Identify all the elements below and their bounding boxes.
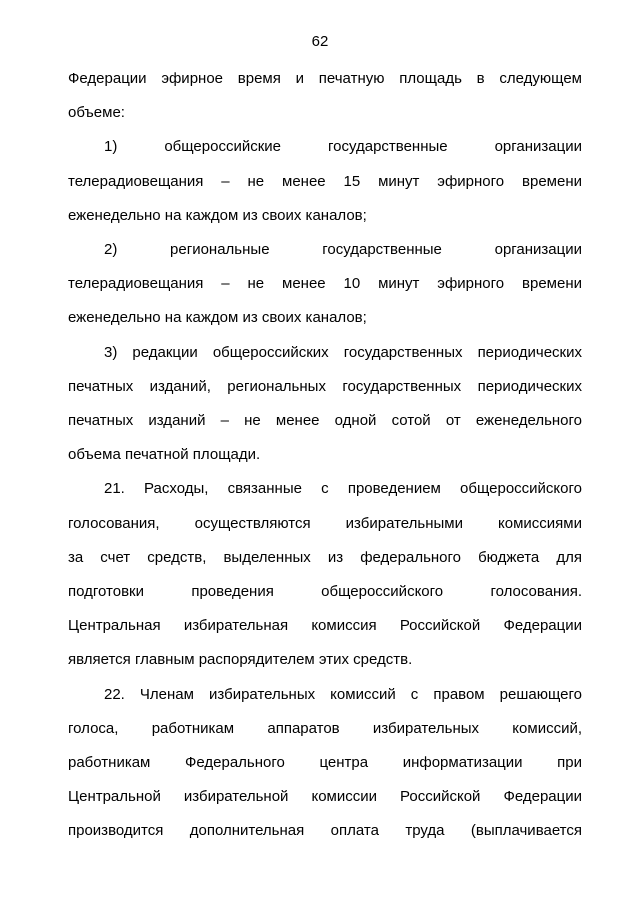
text-line: 22. Членам избирательных комиссий с правом решающего (104, 685, 582, 703)
text-line: за счет средств, выделенных из федерального бюджета для (68, 548, 582, 566)
text-line: 2) региональные государственные организации (104, 241, 582, 259)
text-line: объеме: (68, 104, 125, 122)
text-line: Федерации эфирное время и печатную площадь в следующем (68, 70, 582, 87)
text-line: работникам Федерального центра информатизации при (68, 754, 582, 772)
document-body (68, 62, 582, 849)
text-line: еженедельно на каждом из своих каналов; (68, 206, 367, 224)
text-line: телерадиовещания – не менее 15 минут эфирного времени (68, 172, 582, 190)
text-line: 1) общероссийские государственные организации (104, 138, 582, 156)
list-item-3 (68, 336, 582, 473)
list-item-1 (68, 130, 582, 233)
page-number: 62 (311, 33, 329, 50)
text-line: еженедельно на каждом из своих каналов; (68, 309, 367, 327)
text-line: печатных изданий – не менее одной сотой от еженедельного (68, 412, 582, 430)
text-line: является главным распорядителем этих средств. (68, 651, 413, 669)
section-21 (68, 472, 582, 677)
text-line: объема печатной площади. (68, 446, 261, 464)
text-line: Центральной избирательной комиссии Российской Федерации (68, 788, 582, 806)
text-line: 21. Расходы, связанные с проведением общероссийского (104, 480, 582, 498)
text-line: 3) редакции общероссийских государственных периодических (104, 343, 582, 361)
list-item-2 (68, 233, 582, 336)
text-line: голоса, работникам аппаратов избирательных комиссий, (68, 719, 582, 737)
text-line: телерадиовещания – не менее 10 минут эфирного времени (68, 275, 582, 293)
paragraph-continuation (68, 62, 582, 130)
text-line: голосования, осуществляются избирательными комиссиями (68, 514, 582, 532)
text-line: производится дополнительная оплата труда (выплачивается (68, 822, 582, 840)
text-line: печатных изданий, региональных государственных периодических (68, 377, 582, 395)
text-line: подготовки проведения общероссийского голосования. (68, 583, 582, 601)
section-22 (68, 678, 582, 849)
text-line: Центральная избирательная комиссия Российской Федерации (68, 617, 582, 635)
